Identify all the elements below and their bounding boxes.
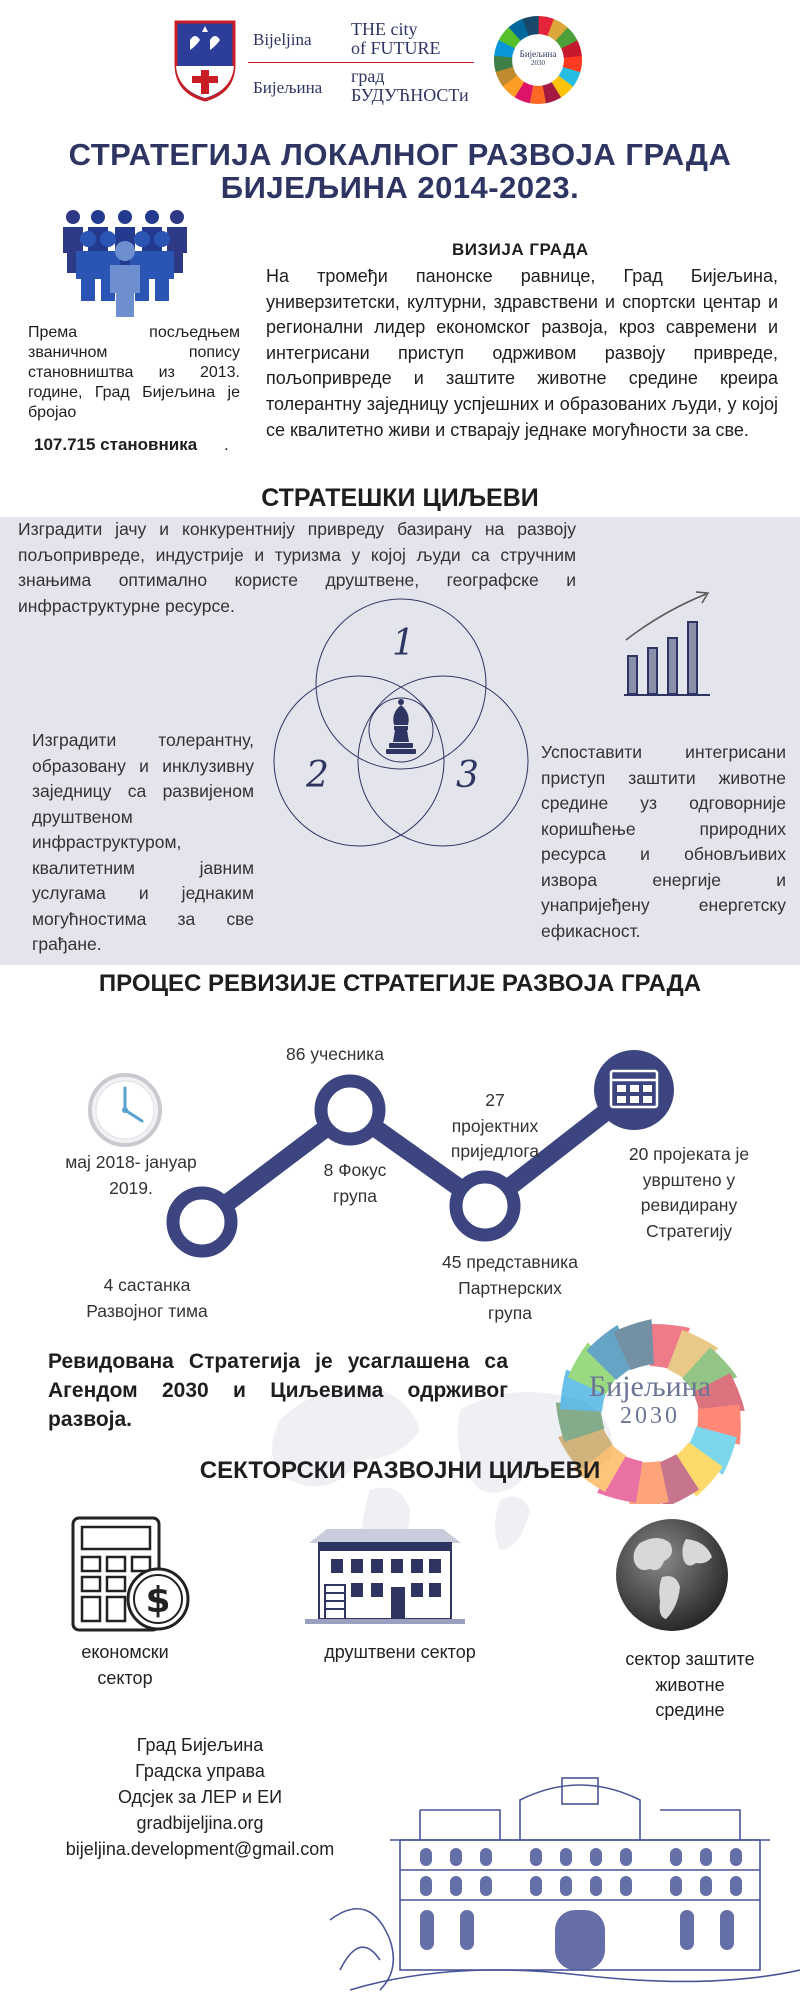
sector-economic-line1: економски (81, 1642, 169, 1662)
process-node-2 (321, 1081, 379, 1139)
globe-icon (612, 1515, 732, 1635)
header-divider (248, 62, 474, 63)
slogan-cyr-line1: град (351, 66, 385, 86)
revision-partners-line1: 45 представника (442, 1252, 578, 1272)
sector-environment-line1: сектор заштите (625, 1649, 755, 1669)
agenda-badge-line2: 2030 (620, 1403, 680, 1429)
footer-line1: Град Бијељина (136, 1735, 264, 1755)
city-name-latin: Bijeljina (253, 30, 312, 49)
sector-social-label: друштвени сектор (324, 1642, 476, 1662)
venn-circle-3 (358, 676, 528, 846)
calculator-icon (70, 1515, 190, 1633)
footer-contact (40, 1732, 360, 1862)
page-title (40, 138, 760, 204)
revision-included-line2: уврштено у (642, 1169, 736, 1190)
sector-goals-title: СЕКТОРСКИ РАЗВОЈНИ ЦИЉЕВИ (199, 1457, 601, 1484)
revision-partners-line2: Партнерских (458, 1277, 562, 1298)
slogan-cyr-line2: БУДУЋНОСТи (351, 85, 469, 105)
revision-meetings-line1: 4 састанка (103, 1275, 191, 1295)
venn-number-1: 1 (392, 623, 415, 664)
growth-chart-icon (622, 588, 712, 700)
slogan-cyr (351, 67, 469, 105)
revision-included-projects (604, 1142, 774, 1244)
revision-proposals-line3: приједлога (450, 1141, 540, 1161)
revision-focus-line2: група (333, 1185, 377, 1206)
revision-included-line1: 20 пројеката је (628, 1144, 750, 1164)
vision-title: ВИЗИЈА ГРАДА (452, 240, 589, 259)
svg-text:$: $ (145, 1580, 171, 1621)
page-title-line1: СТРАТЕГИЈА ЛОКАЛНОГ РАЗВОЈА ГРАДА (68, 137, 732, 172)
coat-of-arms-icon (172, 18, 238, 102)
sdg-badge-line1: Бијељина (519, 49, 557, 59)
revision-partners-line3: група (488, 1303, 532, 1323)
venn-circle-2 (274, 676, 444, 846)
agenda-text: Ревидована Стратегија је усаглашена са Агендом 2030 и Циљевима одрживог развоја. (48, 1350, 508, 1431)
sector-environment-line3: средине (655, 1700, 725, 1720)
venn-number-3: 3 (456, 755, 479, 796)
strategic-goals-title: СТРАТЕШКИ ЦИЉЕВИ (261, 484, 539, 512)
sdg-badge-line2: 2030 (531, 59, 545, 67)
venn-number-2: 2 (306, 755, 329, 796)
city-name-cyrillic: Бијељина (253, 78, 323, 97)
process-node-3 (456, 1177, 514, 1235)
revision-included-line3: ревидирану (640, 1195, 738, 1215)
revision-period (52, 1150, 210, 1201)
goal-1-text: Изградити јачу и конкурентнију привреду базирану на развоју пољопривреде, индустрије и туризма у којој људи са стручним знањима оптимално користе друштвене, географске и инфраструктурне ресурсе. (18, 519, 576, 616)
people-group-icon (60, 205, 190, 317)
agenda-badge-line1: Бијељина (588, 1370, 712, 1403)
revision-proposals (430, 1088, 560, 1165)
city-hall-illustration (330, 1770, 800, 2000)
population-count: 107.715 становника (34, 435, 198, 454)
sdg-badge-text (514, 50, 562, 68)
footer-website-link[interactable]: gradbijeljina.org (136, 1813, 264, 1833)
slogan-en-line1: THE city (351, 19, 418, 39)
revision-focus-groups (290, 1158, 420, 1209)
chess-bishop-icon (386, 699, 416, 754)
slogan-en-line2: of FUTURE (351, 38, 441, 58)
goal-2-text: Изградити толерантну, образовану и инклузивну заједницу са развијеном друштвеном инфраструктуром, квалитетним јавним услугама и једнаким могућностима за све грађане. (32, 730, 254, 954)
public-building-icon (305, 1525, 465, 1625)
revision-meetings-line2: Развојног тима (86, 1300, 208, 1321)
page-title-line2: БИЈЕЉИНА 2014-2023. (220, 170, 580, 205)
sector-environment-line2: животне (655, 1674, 725, 1695)
revision-focus-line1: 8 Фокус (323, 1160, 387, 1180)
sector-economic-line2: сектор (97, 1667, 153, 1688)
population-suffix: . (224, 435, 229, 454)
revision-meetings (62, 1273, 232, 1324)
sector-economic-label (50, 1640, 200, 1691)
process-node-1 (173, 1193, 231, 1251)
revision-process-title: ПРОЦЕС РЕВИЗИЈЕ СТРАТЕГИЈЕ РАЗВОЈА ГРАДА (98, 970, 702, 997)
revision-proposals-line2: пројектних (451, 1115, 539, 1136)
footer-line3: Одсјек за ЛЕР и ЕИ (117, 1787, 283, 1807)
revision-participants: 86 учесника (286, 1044, 384, 1064)
footer-email-link[interactable]: bijeljina.development@gmail.com (65, 1839, 335, 1859)
clock-icon (86, 1071, 164, 1149)
revision-period-line1: мај 2018- јануар (65, 1152, 197, 1172)
header (0, 0, 800, 135)
footer-line2: Градска управа (135, 1761, 265, 1781)
population-text: Према посљедњем званичном попису становништва из 2013. године, Град Бијељина је бројао (28, 324, 240, 421)
slogan-en (351, 20, 441, 58)
revision-included-line4: Стратегију (645, 1220, 733, 1241)
sector-environment-label (600, 1647, 780, 1724)
revision-period-line2: 2019. (109, 1177, 153, 1198)
vision-text: На тромеђи панонске равнице, Град Бијељина, универзитетски, културни, здравствени и спортски центар и регионални лидер економског развоја, кроз савремени и интегрисани приступ одрживом развоју привреде, пољопривреде и заштите животне средине креира толерантну заједницу успјешних и образованих људи, у којој се квалитетно живи и стварају једнаке могућности за све. (266, 266, 778, 440)
goal-3-text: Успоставити интегрисани приступ заштити животне средине уз одговорније коришћење природних ресурса и обновљивих извора енергије и унапријеђену енергетску ефикасност. (541, 742, 786, 941)
agenda-badge-text (580, 1370, 720, 1428)
revision-proposals-line1: 27 (485, 1090, 505, 1110)
